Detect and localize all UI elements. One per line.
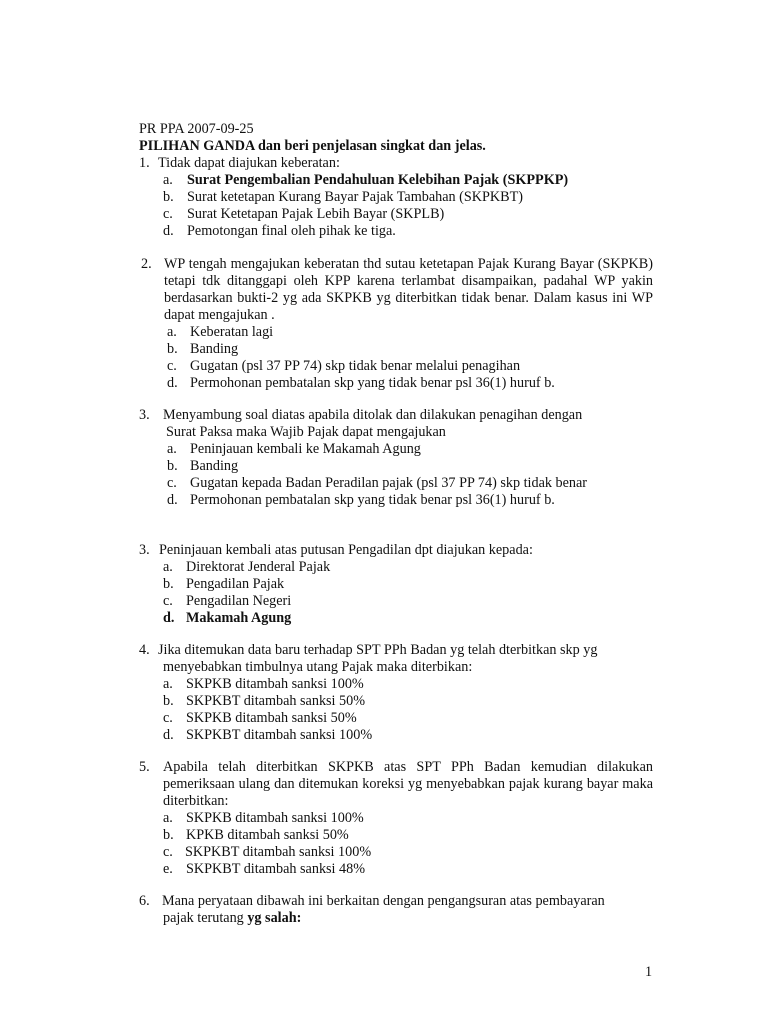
option-text: Gugatan (psl 37 PP 74) skp tidak benar melalui penagihan: [190, 358, 521, 374]
option-letter: b.: [163, 827, 174, 843]
option-text: Makamah Agung: [186, 610, 292, 626]
question-number: 4.: [139, 642, 150, 658]
question-text-line-1: Jika ditemukan data baru terhadap SPT PPh Badan yg telah dterbitkan skp yg: [158, 642, 598, 658]
option-letter: a.: [167, 324, 177, 340]
question-number: 3.: [139, 542, 150, 558]
option-letter: a.: [167, 441, 177, 457]
option-text: Direktorat Jenderal Pajak: [186, 559, 331, 575]
question-text: Peninjauan kembali atas putusan Pengadilan dpt diajukan kepada:: [159, 542, 533, 558]
option-letter: b.: [167, 458, 178, 474]
document-header: PR PPA 2007-09-25: [139, 121, 254, 137]
option-text: SKPKBT ditambah sanksi 50%: [186, 693, 366, 709]
option-text: Banding: [190, 341, 239, 357]
question-text-line-2: [163, 910, 301, 927]
option-letter: b.: [163, 693, 174, 709]
question-text-line-1: Menyambung soal diatas apabila ditolak dan dilakukan penagihan dengan: [163, 407, 583, 423]
question-text-line-2: menyebabkan timbulnya utang Pajak maka diterbikan:: [163, 659, 473, 675]
question-text-plain: pajak terutang: [163, 910, 248, 926]
question-text: WP tengah mengajukan keberatan thd sutau ketetapan Pajak Kurang Bayar (SKPKB) tetapi tdk ditanggapi oleh KPP karena terlambat disampaikan, padahal WP yakin berdasarkan bukti-2 yg ada SKPKB yg diterbitkan tidak benar. Dalam kasus ini WP dapat mengajukan .: [164, 256, 653, 323]
option-letter: d.: [163, 727, 174, 743]
option-text: Permohonan pembatalan skp yang tidak benar psl 36(1) huruf b.: [190, 375, 555, 391]
option-letter: c.: [163, 710, 173, 726]
instruction-heading: PILIHAN GANDA dan beri penjelasan singkat dan jelas.: [139, 138, 486, 154]
question-text-line-1: Mana peryataan dibawah ini berkaitan dengan pengangsuran atas pembayaran: [162, 893, 605, 909]
option-text: Banding: [190, 458, 239, 474]
option-text: Surat Pengembalian Pendahuluan Kelebihan Pajak (SKPPKP): [187, 172, 569, 188]
question-number: 6.: [139, 893, 150, 909]
option-text: SKPKBT ditambah sanksi 48%: [186, 861, 366, 877]
option-letter: d.: [167, 375, 178, 391]
option-letter: a.: [163, 676, 173, 692]
option-text: KPKB ditambah sanksi 50%: [186, 827, 349, 843]
option-letter: c.: [163, 206, 173, 222]
option-text: SKPKBT ditambah sanksi 100%: [185, 844, 372, 860]
option-letter: e.: [163, 861, 173, 877]
question-number: 2.: [141, 256, 152, 272]
option-text: SKPKB ditambah sanksi 50%: [186, 710, 357, 726]
question-number: 1.: [139, 155, 150, 171]
option-letter: c.: [167, 475, 177, 491]
option-letter: b.: [167, 341, 178, 357]
option-text: SKPKB ditambah sanksi 100%: [186, 810, 364, 826]
option-text: Peninjauan kembali ke Makamah Agung: [190, 441, 421, 457]
option-letter: a.: [163, 559, 173, 575]
option-text: Gugatan kepada Badan Peradilan pajak (psl 37 PP 74) skp tidak benar: [190, 475, 588, 491]
option-text: SKPKB ditambah sanksi 100%: [186, 676, 364, 692]
question-text-emphasis: yg salah:: [247, 910, 302, 926]
option-letter: c.: [163, 593, 173, 609]
option-letter: c.: [167, 358, 177, 374]
option-text: Pengadilan Negeri: [186, 593, 292, 609]
option-letter: a.: [163, 172, 173, 188]
option-text: Permohonan pembatalan skp yang tidak benar psl 36(1) huruf b.: [190, 492, 555, 508]
question-text-line-2: Surat Paksa maka Wajib Pajak dapat mengajukan: [166, 424, 446, 440]
option-text: Surat Ketetapan Pajak Lebih Bayar (SKPLB): [187, 206, 445, 222]
option-letter: a.: [163, 810, 173, 826]
question-text: Tidak dapat diajukan keberatan:: [158, 155, 340, 171]
question-number: 3.: [139, 407, 150, 423]
option-text: Pengadilan Pajak: [186, 576, 285, 592]
option-letter: d.: [163, 223, 174, 239]
option-text: SKPKBT ditambah sanksi 100%: [186, 727, 373, 743]
option-text: Surat ketetapan Kurang Bayar Pajak Tambahan (SKPKBT): [187, 189, 524, 205]
question-number: 5.: [139, 759, 150, 775]
question-text: Apabila telah diterbitkan SKPKB atas SPT PPh Badan kemudian dilakukan pemeriksaan ulang dan ditemukan koreksi yg menyebabkan pajak kurang bayar maka diterbitkan:: [163, 759, 653, 809]
option-letter: c.: [163, 844, 173, 860]
option-text: Keberatan lagi: [190, 324, 274, 340]
option-letter: b.: [163, 576, 174, 592]
option-text: Pemotongan final oleh pihak ke tiga.: [187, 223, 396, 239]
option-letter: d.: [167, 492, 178, 508]
option-letter: b.: [163, 189, 174, 205]
option-letter: d.: [163, 610, 175, 626]
page-number: 1: [645, 964, 653, 980]
